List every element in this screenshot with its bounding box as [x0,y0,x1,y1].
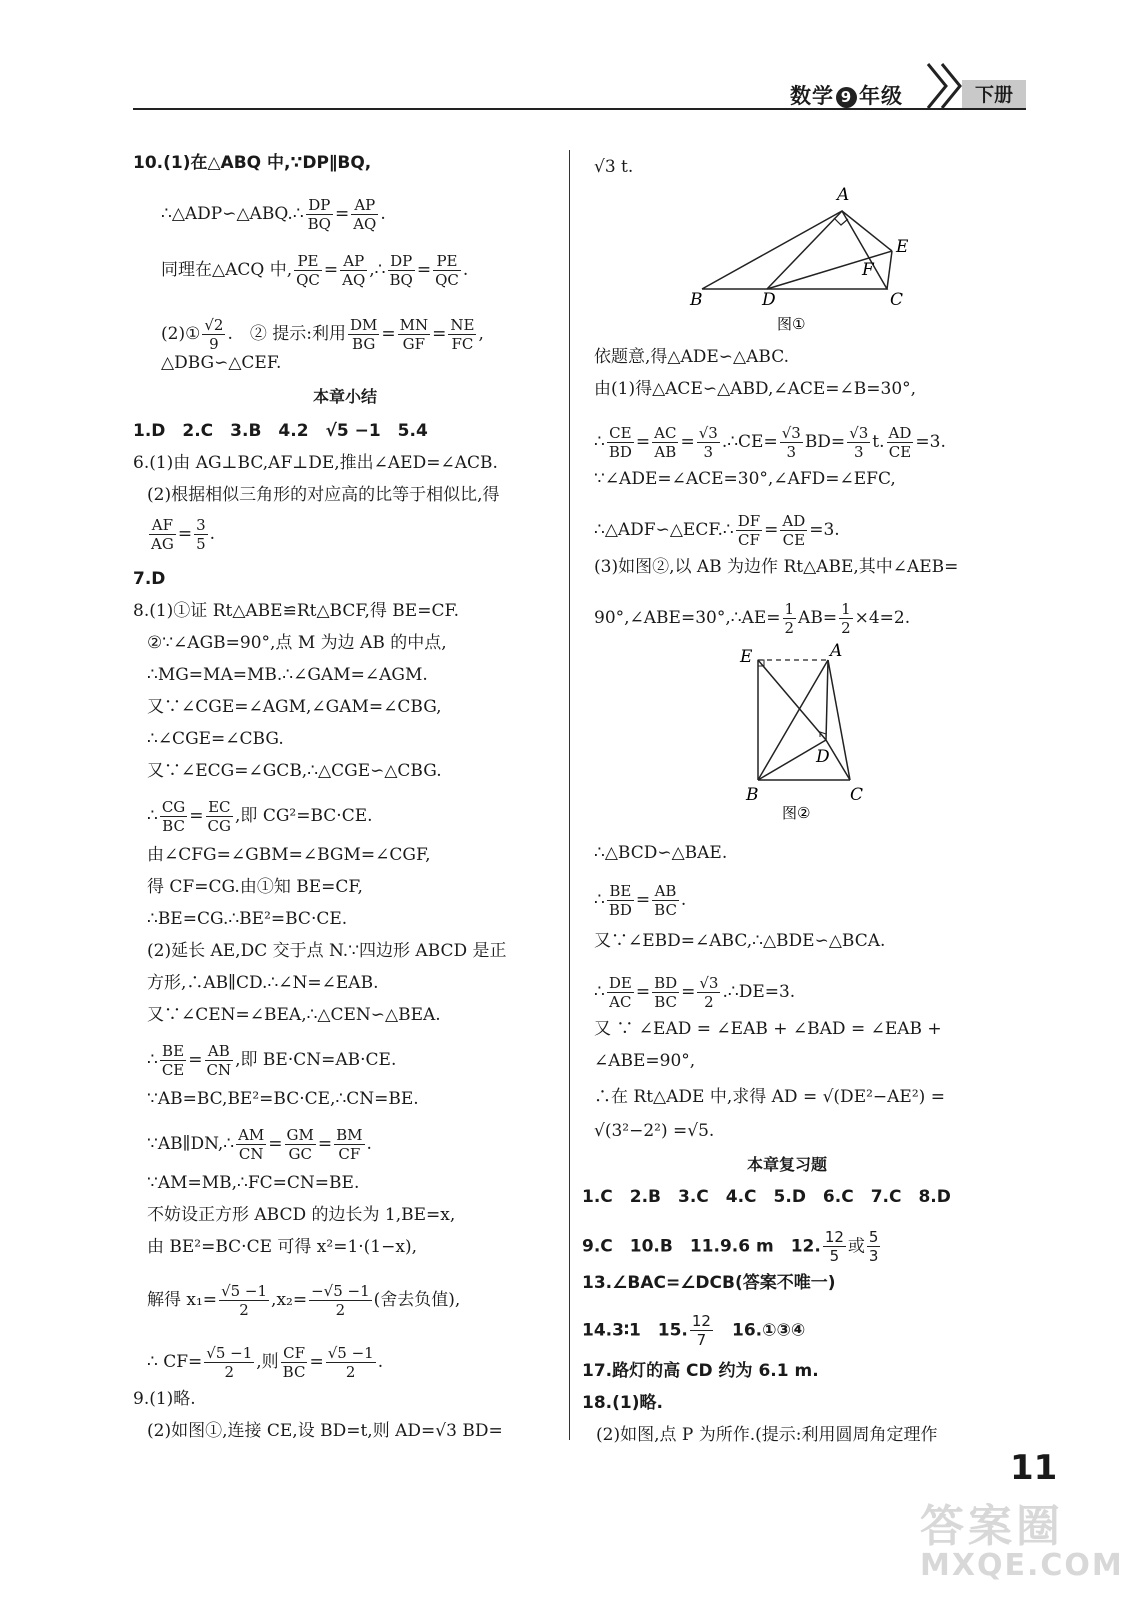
q10-line2: ∴△ADP∽△ABQ.∴ $\frac{DP}{BQ}$ = $\frac{AP}{AQ}$ . [161,196,386,233]
fig1-label-E: E [896,237,909,257]
fig2-label-D: D [816,747,830,767]
r-line9: ∴ $\frac{BE}{BD}$ = $\frac{AB}{BC}$ . [594,882,687,919]
r-line15: √(3²−2²) =√5. [594,1121,715,1141]
q8-line1: 8.(1)①证 Rt△ABE≌Rt△BCF,得 BE=CF. [133,601,460,621]
q8-line19: 由 BE²=BC·CE 可得 x²=1·(1−x), [147,1237,417,1257]
fig1-caption: 图① [777,315,806,333]
q8-line15: ∵AB=BC,BE²=BC·CE,∴CN=BE. [147,1089,419,1109]
q8-line7: ∴ $\frac{CG}{BC}$ = $\frac{EC}{CG}$ ,即 CG²=BC·CE. [147,798,373,835]
q10-line1: 10.(1)在△ABQ 中,∵DP∥BQ, [133,153,372,173]
double-chevron-icon [926,62,966,110]
r-line2: 由(1)得△ACE∽△ABD,∠ACE=∠B=30°, [594,379,917,399]
grade-suffix: 年级 [859,84,903,108]
q8-line11: (2)延长 AE,DC 交于点 N.∵四边形 ABCD 是正 [147,941,507,961]
q8-line5: ∴∠CGE=∠CBG. [147,729,284,749]
q9-line1: 9.(1)略. [133,1389,196,1409]
column-divider [569,150,570,1440]
r-line10: 又∵∠EBD=∠ABC,∴△BDE∽△BCA. [594,931,886,951]
review-answer-18-1: 18.(1)略. [582,1393,663,1413]
fig1-label-F: F [862,260,874,280]
q9-line2: (2)如图①,连接 CE,设 BD=t,则 AD=√3 BD= [147,1421,503,1441]
r-line4: ∵∠ADE=∠ACE=30°,∠AFD=∠EFC, [594,469,896,489]
watermark-logo: 答案圈 MXQE.COM [920,1501,1124,1583]
q8-line13: 又∵∠CEN=∠BEA,∴△CEN∽△BEA. [147,1005,441,1025]
review-answer-18-2: (2)如图,点 P 为所作.(提示:利用圆周角定理作 [596,1425,938,1445]
subject: 数学 [790,84,834,108]
q8-line4: 又∵∠CGE=∠AGM,∠GAM=∠CBG, [147,697,442,717]
q7: 7.D [133,569,166,589]
header-rule [133,108,1026,110]
fig2-caption: 图② [782,804,811,822]
q8-line14: ∴ $\frac{BE}{CE}$ = $\frac{AB}{CN}$ ,即 BE·CN=AB·CE. [147,1042,397,1079]
section-chapter-summary: 本章小结 [313,387,378,406]
review-answers-14-16: 14.3∶1 15. $\frac{12}{7}$ 16.①③④ [582,1312,806,1349]
review-answers-9-12: 9.C 10.B 11.9.6 m 12. $\frac{12}{5}$ 或 $\frac{5}{3}$ [582,1228,879,1265]
q8-line12: 方形,∴AB∥CD.∴∠N=∠EAB. [147,973,379,993]
r-line1: 依题意,得△ADE∽△ABC. [594,347,790,367]
figure-2 [732,642,892,822]
q8-line8: 由∠CFG=∠GBM=∠BGM=∠CGF, [147,845,431,865]
q8-line17: ∵AM=MB,∴FC=CN=BE. [147,1173,360,1193]
review-answers-1-8: 1.C 2.B 3.C 4.C 5.D 6.C 7.C 8.D [582,1187,951,1207]
fig1-label-B: B [690,290,703,310]
q6-line2: (2)根据相似三角形的对应高的比等于相似比,得 [147,485,500,505]
volume-tab: 下册 [962,80,1026,108]
figure-1 [687,184,927,364]
q8-line10: ∴BE=CG.∴BE²=BC·CE. [147,909,348,929]
review-answer-13: 13.∠BAC=∠DCB(答案不唯一) [582,1273,836,1293]
fig2-label-B: B [746,785,759,805]
q6-line3: $\frac{AF}{AG}$ = $\frac{3}{5}$ . [151,516,216,553]
section-review: 本章复习题 [747,1155,828,1174]
r-line13: ∠ABE=90°, [594,1051,696,1071]
q8-line3: ∴MG=MA=MB.∴∠GAM=∠AGM. [147,665,428,685]
fig1-label-D: D [762,290,776,310]
r-line6: (3)如图②,以 AB 为边作 Rt△ABE,其中∠AEB= [594,557,959,577]
q10-line5: △DBG∽△CEF. [161,353,282,373]
r-line14: ∴在 Rt△ADE 中,求得 AD = √(DE²−AE²) = [594,1087,945,1107]
q8-line16: ∵AB∥DN,∴ $\frac{AM}{CN}$ = $\frac{GM}{GC}$ = $\frac{BM}{CF}$ . [147,1126,372,1163]
q8-line9: 得 CF=CG.由①知 BE=CF, [147,877,363,897]
q8-line20: 解得 x₁= $\frac{√5 -1}{2}$ ,x₂= $\frac{-√5 -1}{2}$ (舍去负值), [147,1282,461,1319]
r-line3: ∴ $\frac{CE}{BD}$ = $\frac{AC}{AB}$ = $\frac{√3}{3}$ .∴CE= $\frac{√3}{3}$ BD= $\frac{√3}{3}$ t. $\frac{AD}{CE}$ =3. [594,424,946,461]
q8-line21: ∴ CF= $\frac{√5 -1}{2}$ ,则 $\frac{CF}{BC}$ = $\frac{√5 -1}{2}$ . [147,1344,384,1381]
grade-badge: 9 [836,87,857,108]
summary-answers-1-5: 1.D 2.C 3.B 4.2 √5 −1 5.4 [133,421,428,441]
header-title [790,80,903,110]
q10-line3: 同理在△ACQ 中, $\frac{PE}{QC}$ = $\frac{AP}{AQ}$ ,∴ $\frac{DP}{BQ}$ = $\frac{PE}{QC}$ . [161,252,469,289]
r-line12: 又 ∵ ∠EAD = ∠EAB + ∠BAD = ∠EAB + [594,1019,942,1039]
fig2-label-C: C [850,785,864,805]
q10-line4: (2)① $\frac{√2}{9}$ . ② 提示:利用 $\frac{DM}{BG}$ = $\frac{MN}{GF}$ = $\frac{NE}{FC}$ , [161,316,484,353]
q8-line18: 不妨设正方形 ABCD 的边长为 1,BE=x, [147,1205,456,1225]
fig1-label-C: C [890,290,904,310]
r-line7: 90°,∠ABE=30°,∴AE= $\frac{1}{2}$ AB= $\frac{1}{2}$ ×4=2. [594,600,911,637]
review-answer-17: 17.路灯的高 CD 约为 6.1 m. [582,1361,819,1381]
page-number: 11 [1010,1448,1058,1488]
r-line11: ∴ $\frac{DE}{AC}$ = $\frac{BD}{BC}$ = $\frac{√3}{2}$ .∴DE=3. [594,974,796,1011]
r-line8: ∴△BCD∽△BAE. [594,843,728,863]
r-line0: √3 t. [594,157,634,177]
q8-line2: ②∵∠AGB=90°,点 M 为边 AB 的中点, [147,633,447,653]
r-line5: ∴△ADF∽△ECF.∴ $\frac{DF}{CF}$ = $\frac{AD}{CE}$ =3. [594,512,840,549]
fig2-label-A: A [830,642,843,661]
fig2-label-E: E [740,647,753,667]
q8-line6: 又∵∠ECG=∠GCB,∴△CGE∽△CBG. [147,761,442,781]
fig1-label-A: A [837,185,850,205]
q6-line1: 6.(1)由 AG⊥BC,AF⊥DE,推出∠AED=∠ACB. [133,453,498,473]
